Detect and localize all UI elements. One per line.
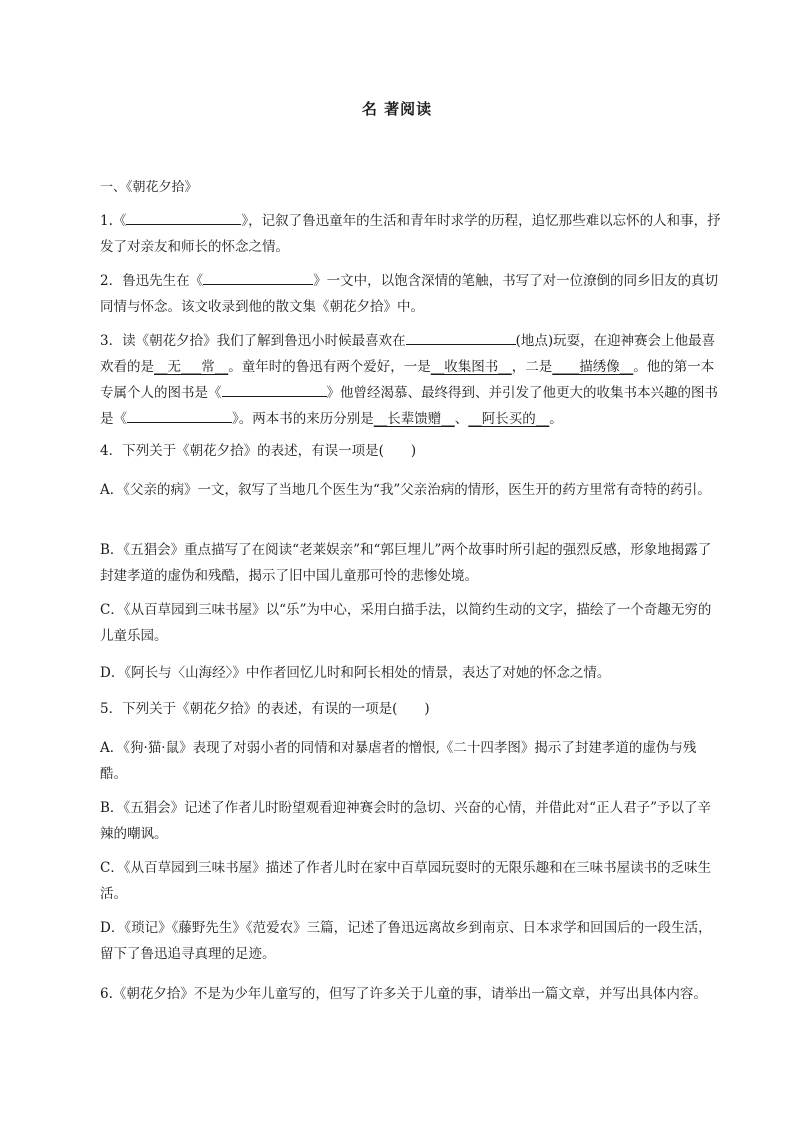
q3-fill-wuchang: __无___常__ bbox=[154, 359, 229, 375]
q3-fill-achang-bought: __阿长买的__ bbox=[468, 411, 550, 427]
question-2 bbox=[100, 268, 722, 320]
question-1 bbox=[100, 208, 722, 260]
question-5-stem: 5．下列关于《朝花夕拾》的表述，有误的一项是( ) bbox=[100, 701, 430, 717]
q3-fill-collect-books: __收集图书__ bbox=[430, 359, 512, 375]
q3-text-i: 。 bbox=[549, 411, 563, 427]
question-4-option-a: A．《父亲的病》一文，叙写了当地几个医生为“我”父亲治病的情形，医生开的药方里常有奇特的药引。 bbox=[100, 482, 711, 498]
q3-blank-location[interactable] bbox=[406, 330, 516, 345]
q3-text-a: 3．读《朝花夕拾》我们了解到鲁迅小时候最喜欢在 bbox=[100, 333, 406, 349]
q3-fill-trace-images: ____描绣像__ bbox=[552, 359, 634, 375]
q3-text-f: 》他曾经渴慕、最终得到、并引发了他更大的收集书本兴趣的图书是《 bbox=[100, 385, 718, 427]
question-5-option-a: A．《狗·猫·鼠》表现了对弱小者的同情和对暴虐者的憎恨,《二十四孝图》揭示了封建孝道的虚伪与残酷。 bbox=[100, 740, 697, 782]
question-6-stem: 6.《朝花夕拾》不是为少年儿童写的，但写了许多关于儿童的事，请举出一篇文章，并写出具体内容。 bbox=[100, 986, 707, 1002]
q3-blank-second-book[interactable] bbox=[127, 408, 232, 423]
q1-text-b: 》，记叙了鲁迅童年的生活和青年时求学的历程，追忆那些难以忘怀的人和事，抒发了对亲友和师长的怀念之情。 bbox=[100, 213, 721, 255]
question-4-option-c: C．《从百草园到三味书屋》以“乐”为中心，采用白描手法，以简约生动的文字，描绘了一个奇趣无穷的儿童乐园。 bbox=[100, 602, 712, 644]
section-heading: 一、《朝花夕拾》 bbox=[100, 180, 198, 195]
question-4-stem: 4．下列关于《朝花夕拾》的表述，有误一项是( ) bbox=[100, 443, 417, 459]
page-title: 名 著阅读 bbox=[361, 100, 433, 118]
q3-text-e: 。他的第一本专属个人的图书是《 bbox=[100, 359, 715, 401]
q1-text-a: 1.《 bbox=[100, 213, 127, 229]
q2-text-a: 2．鲁迅先生在《 bbox=[100, 273, 204, 289]
question-5-option-b: B．《五猖会》记述了作者儿时盼望观看迎神赛会时的急切、兴奋的心情，并借此对“正人君子”予以了辛辣的嘲讽。 bbox=[100, 800, 711, 842]
q3-text-d: ，二是 bbox=[511, 359, 553, 375]
q3-text-b: (地点)玩耍，在迎神赛会上他最喜欢看的是 bbox=[100, 333, 716, 375]
q3-text-c: 。童年时的鲁迅有两个爱好，一是 bbox=[228, 359, 431, 375]
question-4-option-b: B．《五猖会》重点描写了在阅读“老莱娱亲”和“郭巨埋儿”两个故事时所引起的强烈反感，形象地揭露了封建孝道的虚伪和残酷，揭示了旧中国儿童那可怜的悲惨处境。 bbox=[100, 542, 712, 584]
q1-blank[interactable] bbox=[126, 210, 241, 225]
q2-blank[interactable] bbox=[203, 270, 313, 285]
q2-text-b: 》一文中，以饱含深情的笔触，书写了对一位潦倒的同乡旧友的真切同情与怀念。该文收录到他的散文集《朝花夕拾》中。 bbox=[100, 273, 719, 315]
q3-text-g: 》。两本书的来历分别是 bbox=[232, 411, 374, 427]
q3-text-h: 、 bbox=[454, 411, 469, 427]
question-5-option-d: D．《琐记》《藤野先生》《范爱农》三篇，记述了鲁迅远离故乡到南京、日本求学和回国后的一段生活，留下了鲁迅追寻真理的足迹。 bbox=[100, 920, 712, 962]
q3-blank-first-book[interactable] bbox=[222, 382, 327, 397]
question-3 bbox=[100, 328, 722, 432]
q3-fill-elder-gift: __长辈馈赠__ bbox=[373, 411, 455, 427]
question-4-option-d: D．《阿长与〈山海经〉》中作者回忆儿时和阿长相处的情景，表达了对她的怀念之情。 bbox=[100, 665, 611, 681]
question-5-option-c: C．《从百草园到三味书屋》描述了作者儿时在家中百草园玩耍时的无限乐趣和在三味书屋读书的乏味生活。 bbox=[100, 860, 712, 902]
